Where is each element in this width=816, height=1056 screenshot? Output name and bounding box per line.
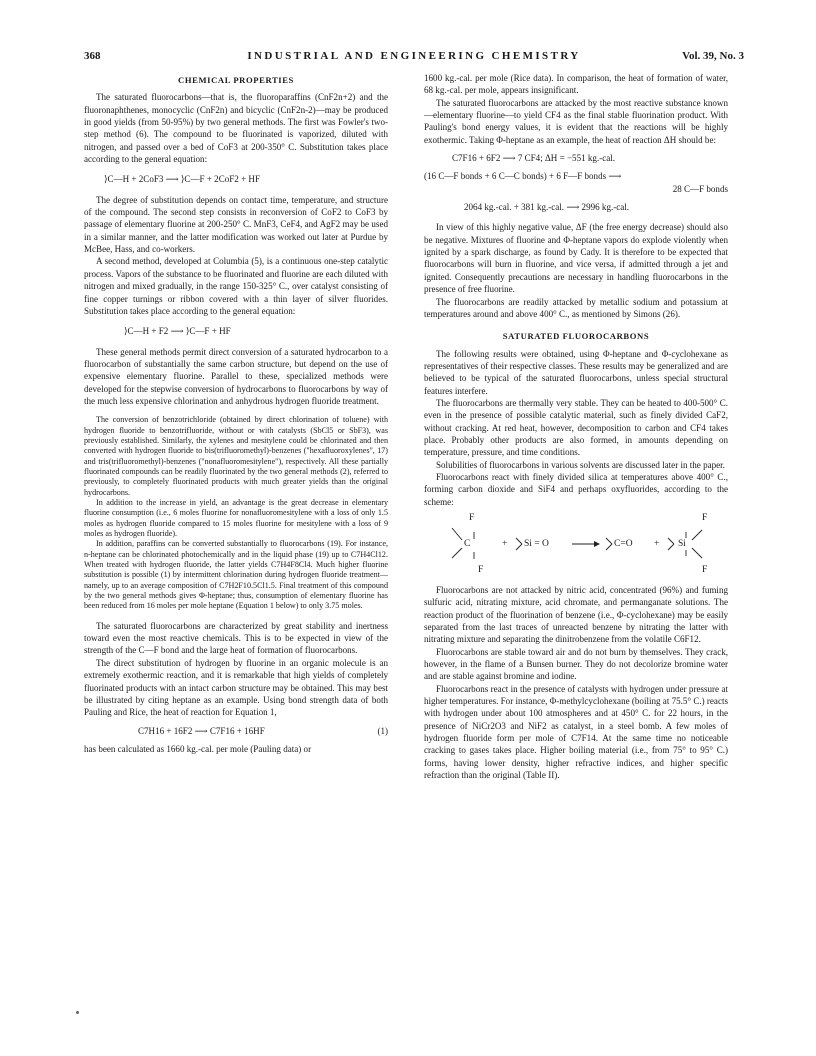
paragraph: 1600 kg.-cal. per mole (Rice data). In comparison, the heat of formation of water, 68 kg.-cal. per mole, appears insignificant. [424,73,728,96]
section-heading-saturated-fluorocarbons: SATURATED FLUOROCARBONS [502,331,650,342]
paragraph: The fluorocarbons are readily attacked by metallic sodium and potassium at temperatures around and above 400° C., as mentioned by Simons (26). [424,296,728,319]
paragraph: A second method, developed at Columbia (5), is a continuous one-step catalytic process. Vapors of the substance to be fluorinated and fluorine are each diluted with nitrogen and mixed gradually, in the range 150-325° C., over catalyst consisting of fine copper turnings or ribbon covered with a thin layer of silver fluorides. Substitution takes place according to the general equation: [84,256,388,316]
scheme-plus: + [502,539,508,549]
equation-cobalt-fluorination: ⟩C—H + 2CoF3 ⟶ ⟩C—F + 2CoF2 + HF [104,174,260,185]
equation-1 [84,725,388,737]
equation-energy-sum: 2064 kg.-cal. + 381 kg.-cal. ⟶ 2996 kg.-cal. [464,202,630,213]
paragraph: In view of this highly negative value, ΔF (the free energy decrease) should also be negative. Mixtures of fluorine and Φ-heptane vapors do explode violently when ignited by a spark discharge, as found by Cady. It is therefore to be expected that fluorocarbons will burn in fluorine, and vice versa, if admitted through a jet and ignited. Consequently precautions are necessary in handling fluorocarbons in the presence of free fluorine. [424,222,728,295]
paragraph: The direct substitution of hydrogen by fluorine in an organic molecule is an extremely exothermic reaction, and it is remarkable that high yields of completely fluorinated products with an intact carbon structure may be obtained. This may best be illustrated by citing heptane as an example. Using bond strength data of both Pauling and Rice, the heat of reaction for Equation 1, [84,657,388,718]
volume-info: Vol. 39, No. 3 [682,50,744,62]
paragraph: The degree of substitution depends on contact time, temperature, and structure of the compound. The second step consists in reconversion of CoF2 to CoF3 by passage of elementary fluorine at 200-250° C. MnF3, CeF4, and AgF2 may be used in a similar manner, and the latter modification was worked out later at Purdue by McBee, Hass, and co-workers. [84,194,388,255]
paragraph: Fluorocarbons are stable toward air and do not burn by themselves. They crack, however, in the flame of a Bunsen burner. They do not decolorize bromine water and are stable against bromine and iodine. [424,646,728,682]
scheme-fluorine-bottom-left: F [478,565,484,575]
paragraph: Fluorocarbons react in the presence of catalysts with hydrogen under pressure at higher temperatures. For instance, Φ-methylcyclohexane (boiling at 75.5° C.) reacts with hydrogen under about 100 atmospheres and at 450° C. for 22 hours, in the presence of NiCr2O3 and NiF2 as catalyst, in a steel bomb. A few moles of hydrogen fluoride form per mole of C7F14. At the same time no noticeable cracking to gases takes place. Higher boiling material (i.e., from 75° to 95° C.) forms, having lower density, higher refractive indices, and higher specific refraction than the original (Table II). [424,683,728,781]
paragraph: Fluorocarbons react with finely divided silica at temperatures above 400° C., forming carbon dioxide and SiF4 and perhaps oxyfluorides, according to the scheme: [424,471,728,507]
scheme-fluorine-top-left: F [469,513,475,523]
paragraph: has been calculated as 1660 kg.-cal. per mole (Pauling data) or [84,743,312,754]
equation-1-text: C7H16 + 16F2 ⟶ C7F16 + 16HF [138,725,265,736]
scheme-fluorine-bottom-right: F [702,565,708,575]
scheme-carbon-dioxide: C=O [614,539,633,549]
equation-bond-energies: (16 C—F bonds + 6 C—C bonds) + 6 F—F bonds ⟶ [424,171,622,182]
left-column [84,72,388,755]
paragraph: The following results were obtained, using Φ-heptane and Φ-cyclohexane as representatives of their respective classes. These results may be generalized and are believed to be typical of the saturated fluorocarbons, unless special structural features interfere. [424,348,728,396]
paragraph-small: In addition, paraffins can be converted substantially to fluorocarbons (19). For instance, n-heptane can be chlorinated photochemically and in the liquid phase (19) up to C7H4Cl12. When treated with hydrogen fluoride, the latter yields C7H4F8Cl4. Much higher fluorine substitution is possible (1) by intermittent chlorination during hydrogen fluoride treatment—namely, up to an average composition of C7H2F10.5Cl1.5. Final treatment of this compound by the two general methods gives Φ-heptane; thus, consumption of elementary fluorine has been reduced from 16 moles per mole heptane (Equation 1 below) to only 3.75 moles. [84,539,388,611]
page-number: 368 [84,50,101,62]
paragraph-small: The conversion of benzotrichloride (obtained by direct chlorination of toluene) with hydrogen fluoride to benzotrifluoride, without or with catalysts (SbCl5 or SbF3), was previously established. Similarly, the xylenes and mesitylene could be chlorinated and then converted with hydrogen fluoride to bis(trifluoromethyl)-benzenes ("hexafluoroxylenes", 17) and tris(trifluoromethyl)-benzenes ("nonafluoromesitylene"), respectively. All these partially fluorinated compounds can be readily fluorinated by the two general methods (2), referred to previously, to completely fluorinated products with much greater yields than the original hydrocarbons. [84,415,388,497]
scheme-fluorine-top-right: F [702,513,708,523]
paragraph: These general methods permit direct conversion of a saturated hydrocarbon to a fluorocarbon of substantially the same carbon structure, but depend on the use of expensive elementary fluorine. Parallel to these, specialized methods were developed for the stepwise conversion of hydrocarbons to fluorocarbons by way of the much less expensive chlorination and anhydrous hydrogen fluoride treatment. [84,346,388,406]
equation-1-number: (1) [377,725,388,736]
paragraph-small: In addition to the increase in yield, an advantage is the great decrease in elementary fluorine consumption (i.e., 6 moles fluorine for nonafluoromesitylene with a loss of only 1.5 moles as hydrogen fluoride compared to 15 moles fluorine for mesitylene with a loss of 9 moles as hydrogen fluoride). [84,498,388,539]
equation-heptane-fluorination: C7F16 + 6F2 ⟶ 7 CF4; ΔH = −551 kg.-cal. [452,153,616,164]
equation-catalytic-fluorination: ⟩C—H + F2 ⟶ ⟩C—F + HF [124,326,231,337]
scheme-plus-2: + [654,539,660,549]
paragraph: The saturated fluorocarbons are characterized by great stability and inertness toward even the most reactive chemicals. This is to be expected in view of the strength of the C—F bond and the large heat of formation of fluorocarbons. [84,620,388,656]
paragraph: Fluorocarbons are not attacked by nitric acid, concentrated (96%) and fuming sulfuric acid, nitrating mixture, acid chromate, and permanganate solutions. The reaction product of the fluorination of benzene (i.e., Φ-cyclohexane) may be easily separated from the last traces of unreacted benzene by nitrating the latter with nitrating mixture and separating the dinitrobenzene from the volatile C6F12. [424,585,728,645]
journal-title: INDUSTRIAL AND ENGINEERING CHEMISTRY [247,50,581,62]
paragraph: The saturated fluorocarbons are attacked by the most reactive substance known—elementary fluorine—to yield CF4 as the final stable fluorination product. With Pauling's bond energy values, it is evident that the reactions will be highly exothermic. Taking Φ-heptane as an example, the heat of reaction ΔH should be: [424,97,728,145]
paragraph: The saturated fluorocarbons—that is, the fluoroparaffins (CnF2n+2) and the fluoronaphthenes, monocyclic (CnF2n) and bicyclic (CnF2n-2)—may be produced in good yields (from 50-95%) by two general methods. The first was Fowler's two-step method (6). The compound to be fluorinated is vaporized, diluted with nitrogen, and passed over a bed of CoF3 at 200-350° C. Substitution takes place according to the general equation: [84,92,388,165]
silica-reaction-scheme [424,512,728,576]
page-mark [76,1011,79,1014]
equation-bond-energies-cont: 28 C—F bonds [672,183,728,194]
running-header [84,50,744,66]
scheme-silicon-oxide: Si = O [524,539,549,549]
paragraph: Solubilities of fluorocarbons in various solvents are discussed later in the paper. [436,459,725,470]
section-heading-chemical-properties: CHEMICAL PROPERTIES [178,75,294,85]
right-column [424,72,728,782]
paragraph: The fluorocarbons are thermally very stable. They can be heated to 400-500° C. even in the presence of possible catalytic material, such as finely divided CaF2, without cracking. At red heat, however, decomposition to carbon and CF4 takes place. Probably other products are also formed, in amounts depending on temperature, pressure, and time conditions. [424,397,728,458]
scheme-silicon-right: Si [678,539,686,549]
scheme-carbon-left: C [464,539,471,549]
